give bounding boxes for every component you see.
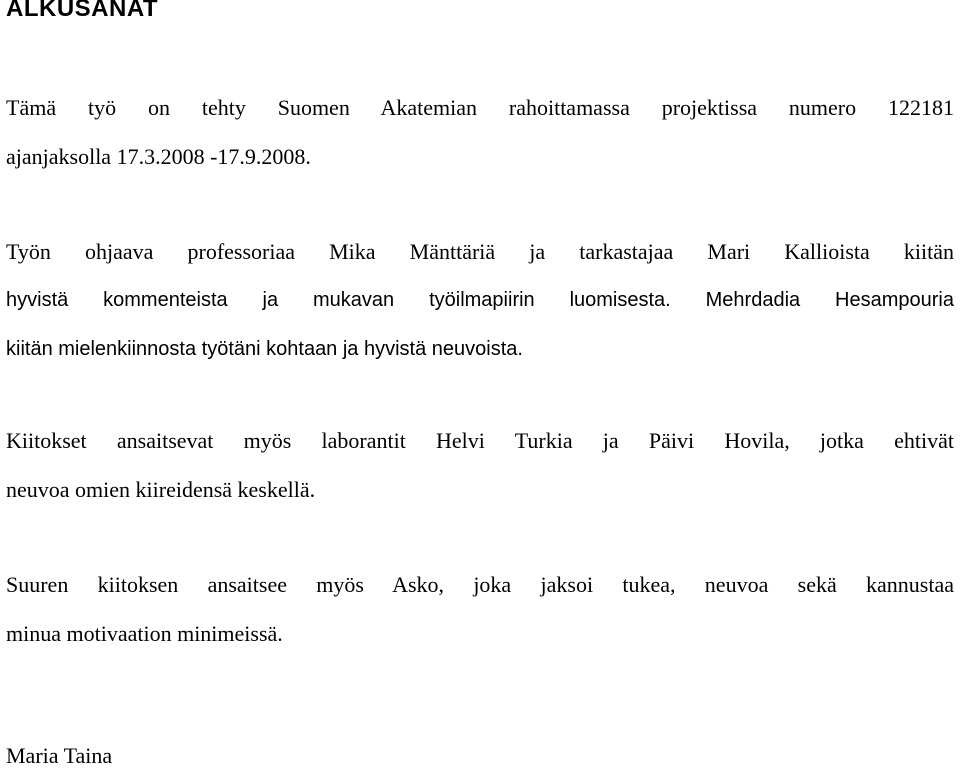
paragraph-line: ajanjaksolla 17.3.2008 -17.9.2008.	[6, 144, 311, 169]
paragraph-supervisors	[6, 227, 954, 374]
paragraph-line: Kiitokset ansaitsevat myös laborantit Helvi Turkia ja Päivi Hovila, jotka ehtivät	[6, 428, 954, 453]
paragraph-line: hyvistä kommenteista ja mukavan työilmapiirin luomisesta. Mehrdadia Hesampouria	[6, 289, 954, 311]
paragraph-line: Suuren kiitoksen ansaitsee myös Asko, joka jaksoi tukea, neuvoa sekä kannustaa	[6, 572, 954, 597]
paragraph-personal	[6, 560, 954, 658]
paragraph-line: minua motivaation minimeissä.	[6, 621, 283, 646]
page-title: ALKUSANAT	[6, 0, 159, 22]
author-signature: Maria Taina	[6, 743, 113, 768]
paragraph-line: neuvoa omien kiireidensä keskellä.	[6, 477, 316, 502]
paragraph-line: Työn ohjaava professoriaa Mika Mänttäriä ja tarkastajaa Mari Kallioista kiitän	[6, 239, 954, 264]
paragraph-line: kiitän mielenkiinnosta työtäni kohtaan ja hyvistä neuvoista.	[6, 338, 523, 360]
paragraph-funding	[6, 83, 954, 181]
paragraph-line: Tämä työ on tehty Suomen Akatemian rahoittamassa projektissa numero 122181	[6, 95, 954, 120]
paragraph-laboratory	[6, 416, 954, 514]
